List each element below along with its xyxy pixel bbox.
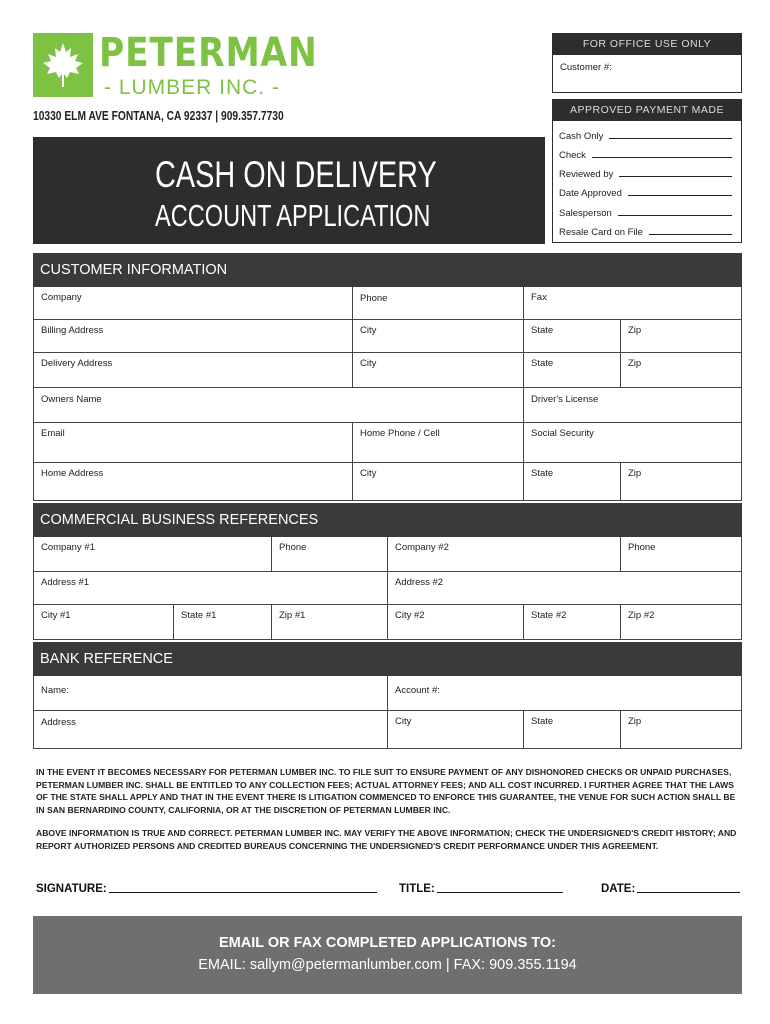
title-field[interactable] [399,883,563,895]
payment-field-cash-only[interactable] [559,128,732,142]
form-row [34,711,741,749]
payment-header: APPROVED PAYMENT MADE [553,100,741,121]
state-2-field[interactable]: State #2 [523,605,620,639]
office-use-header: FOR OFFICE USE ONLY [553,34,741,55]
form-row [34,287,741,320]
billing-zip-field[interactable]: Zip [620,320,743,352]
zip-2-field[interactable]: Zip #2 [620,605,743,639]
delivery-zip-field[interactable]: Zip [620,353,743,387]
form-row [34,353,741,388]
footer-heading: EMAIL OR FAX COMPLETED APPLICATIONS TO: [218,935,556,951]
form-row [34,676,741,711]
social-security-field[interactable]: Social Security [523,423,743,462]
owners-name-field[interactable]: Owners Name [41,394,102,405]
fill-line [618,215,732,216]
fill-line [609,138,732,139]
bank-city-field[interactable]: City [387,711,523,748]
bank-name-field[interactable]: Name: [41,685,69,696]
billing-state-field[interactable]: State [523,320,620,352]
payment-panel [552,99,742,243]
brand-subtitle: - LUMBER INC. - [104,76,281,99]
form-row [34,572,741,605]
payment-field-label: Resale Card on File [559,227,643,238]
company-2-phone-field[interactable]: Phone [620,537,743,571]
address-1-field[interactable]: Address #1 [41,577,90,588]
bank-state-field[interactable]: State [523,711,620,748]
form-row [34,537,741,572]
city-1-field[interactable]: City #1 [41,610,71,621]
footer-contact: EMAIL: sallym@petermanlumber.com | FAX: 909.355.1194 [198,957,577,973]
legal-paragraph-litigation: IN THE EVENT IT BECOMES NECESSARY FOR PETERMAN LUMBER INC. TO FILE SUIT TO ENSURE PAYMENT OF ANY DISHONORED CHECKS OR UNPAID PURCHASES, PETERMAN LUMBER INC. SHALL BE ENTITLED TO ANY COLLECTION FEES; ACTUAL ATTORNEY FEES; AND ALL COST INCURRED. I FURTHER AGREE THAT THE LAWS OF THE STATE SHALL APPLY AND THAT IN THE EVENT THERE IS LITIGATION COMMENCED TO ENFORCE THIS GUARANTEE, THE VENUE FOR SUCH ACTION SHALL BE IN SAN BERNARDINO COUNTY, CALIFORNIA, OR AT THE DISCRETION OF PETERMAN LUMBER INC. [36,767,736,815]
address-2-field[interactable]: Address #2 [387,572,743,604]
fax-field[interactable]: Fax [523,287,743,319]
customer-info-header: CUSTOMER INFORMATION [33,253,742,287]
title-label: TITLE: [399,883,435,895]
billing-city-field[interactable]: City [352,320,523,352]
payment-field-resale-card[interactable] [559,224,732,238]
maple-leaf-icon [41,41,85,89]
bank-address-field[interactable]: Address [41,717,76,728]
payment-field-date-approved[interactable] [559,185,732,199]
customer-number-field[interactable]: Customer #: [560,62,612,73]
home-address-field[interactable]: Home Address [41,468,104,479]
company-1-phone-field[interactable]: Phone [271,537,387,571]
payment-field-label: Check [559,150,586,161]
account-number-field[interactable]: Account #: [387,676,743,710]
fill-line [592,157,732,158]
home-phone-field[interactable]: Home Phone / Cell [352,423,523,462]
company-field[interactable]: Company [41,292,82,303]
fill-line [619,176,732,177]
submission-footer [33,916,742,994]
brand-name: PETERMAN [99,30,318,76]
fill-line [628,195,732,196]
company-address: 10330 ELM AVE FONTANA, CA 92337 | 909.357.7730 [33,109,284,123]
state-1-field[interactable]: State #1 [173,605,271,639]
page-title: CASH ON DELIVERY [155,154,437,195]
form-row [34,605,741,640]
legal-paragraph-verification: ABOVE INFORMATION IS TRUE AND CORRECT. PETERMAN LUMBER INC. MAY VERIFY THE ABOVE INFORMATION; CHECK THE UNDERSIGNED'S CREDIT HISTORY; AND REPORT AUTHORIZED PERSONS AND CREDITED BUREAUS CONCERNING THE UNDERSIGNED'S CREDIT PERFORMANCE UNDER THIS AGREEMENT. [36,828,737,851]
home-state-field[interactable]: State [523,463,620,500]
signature-line [109,892,377,893]
form-row [34,463,741,501]
payment-field-label: Salesperson [559,208,612,219]
commercial-refs-grid [33,537,742,640]
delivery-city-field[interactable]: City [352,353,523,387]
commercial-refs-header: COMMERCIAL BUSINESS REFERENCES [33,503,742,537]
drivers-license-field[interactable]: Driver's License [523,388,743,422]
email-field[interactable]: Email [41,428,65,439]
payment-field-reviewed-by[interactable] [559,166,732,180]
home-zip-field[interactable]: Zip [620,463,743,500]
customer-info-grid [33,287,742,501]
signature-field[interactable] [36,883,377,895]
title-line [437,892,563,893]
company-1-field[interactable]: Company #1 [41,542,95,553]
delivery-address-field[interactable]: Delivery Address [41,358,113,369]
phone-field[interactable]: Phone [352,287,523,319]
date-field[interactable] [601,883,740,895]
payment-field-salesperson[interactable] [559,205,732,219]
company-2-field[interactable]: Company #2 [387,537,620,571]
city-2-field[interactable]: City #2 [387,605,523,639]
signature-label: SIGNATURE: [36,883,107,895]
office-use-panel [552,33,742,93]
bank-reference-header: BANK REFERENCE [33,642,742,676]
delivery-state-field[interactable]: State [523,353,620,387]
payment-field-label: Date Approved [559,188,622,199]
home-city-field[interactable]: City [352,463,523,500]
form-row [34,388,741,423]
billing-address-field[interactable]: Billing Address [41,325,104,336]
payment-field-check[interactable] [559,147,732,161]
bank-zip-field[interactable]: Zip [620,711,743,748]
fill-line [649,234,732,235]
form-row [34,423,741,463]
payment-field-label: Cash Only [559,131,604,142]
date-label: DATE: [601,883,636,895]
payment-field-label: Reviewed by [559,169,614,180]
bank-reference-grid [33,676,742,749]
date-line [637,892,740,893]
logo-mark [33,33,93,97]
form-row [34,320,741,353]
title-banner [33,137,545,244]
page-subtitle: ACCOUNT APPLICATION [155,198,431,233]
zip-1-field[interactable]: Zip #1 [271,605,387,639]
